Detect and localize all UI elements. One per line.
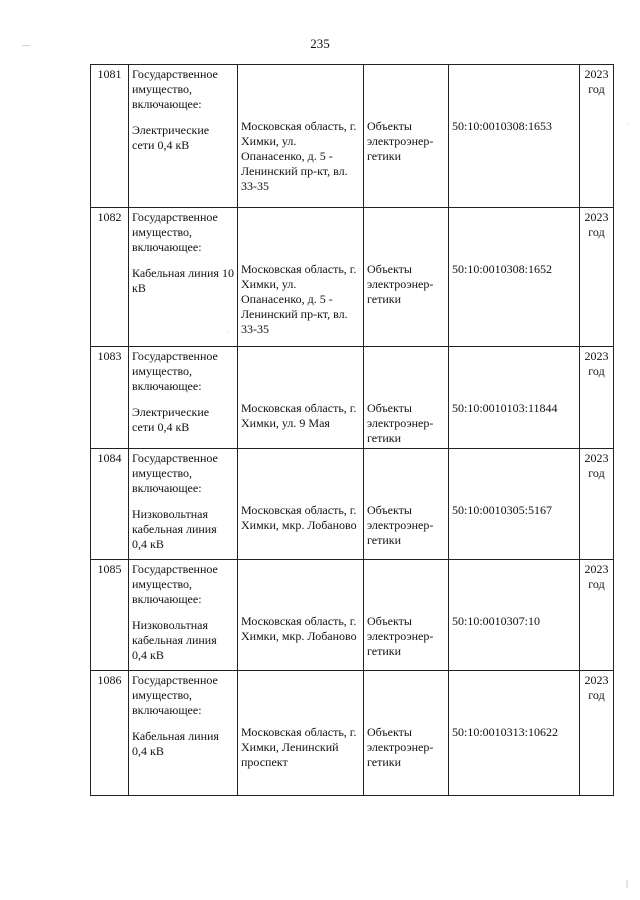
cadastral-number: 50:10:0010307:10: [452, 614, 541, 628]
object-type-text: Объекты электроэнер-гетики: [367, 401, 434, 445]
table-row: [91, 347, 614, 449]
object-type-cell: [364, 208, 449, 347]
address-cell: [238, 65, 364, 208]
address-text: Московская область, г. Химки, Ленинский проспект: [241, 725, 357, 769]
address-text: Московская область, г. Химки, ул. 9 Мая: [241, 401, 357, 430]
object-type-text: Объекты электроэнер-гетики: [367, 503, 434, 547]
year-cell: 2023 год: [580, 347, 614, 449]
object-type-cell: [364, 65, 449, 208]
row-number: 1083: [91, 347, 129, 449]
address-text: Московская область, г. Химки, ул. Опанасенко, д. 5 - Ленинский пр-кт, вл. 33-35: [241, 119, 357, 193]
row-number: 1084: [91, 449, 129, 560]
table-row: [91, 671, 614, 796]
address-cell: [238, 449, 364, 560]
year-cell: 2023 год: [580, 208, 614, 347]
year-cell: 2023 год: [580, 65, 614, 208]
object-name: Электрические сети 0,4 кВ: [132, 123, 210, 152]
object-header: Государственное имущество, включающее:: [132, 210, 218, 254]
object-header: Государственное имущество, включающее:: [132, 67, 218, 111]
object-header: Государственное имущество, включающее:: [132, 562, 218, 606]
cadastral-cell: [449, 208, 580, 347]
scan-mark: ·: [626, 119, 629, 128]
object-name-cell: [129, 560, 238, 671]
address-cell: [238, 208, 364, 347]
scan-mark: ·: [226, 327, 229, 336]
object-type-text: Объекты электроэнер-гетики: [367, 262, 434, 306]
object-name-cell: [129, 449, 238, 560]
object-type-cell: [364, 347, 449, 449]
address-cell: [238, 671, 364, 796]
table-row: [91, 449, 614, 560]
cadastral-number: 50:10:0010308:1652: [452, 262, 553, 276]
object-type-text: Объекты электроэнер-гетики: [367, 725, 434, 769]
cadastral-number: 50:10:0010305:5167: [452, 503, 553, 517]
object-name-cell: [129, 208, 238, 347]
object-name: Низковольтная кабельная линия 0,4 кВ: [132, 507, 217, 551]
object-type-text: Объекты электроэнер-гетики: [367, 614, 434, 658]
address-cell: [238, 560, 364, 671]
cadastral-cell: [449, 65, 580, 208]
row-number: 1082: [91, 208, 129, 347]
cadastral-cell: [449, 347, 580, 449]
table-row: [91, 208, 614, 347]
object-name: Низковольтная кабельная линия 0,4 кВ: [132, 618, 217, 662]
page-number: 235: [310, 36, 330, 51]
cadastral-number: 50:10:0010103:11844: [452, 401, 558, 415]
row-number: 1086: [91, 671, 129, 796]
address-text: Московская область, г. Химки, мкр. Лобаново: [241, 614, 357, 643]
object-name-cell: [129, 65, 238, 208]
object-name-cell: [129, 347, 238, 449]
object-type-cell: [364, 449, 449, 560]
object-type-text: Объекты электроэнер-гетики: [367, 119, 434, 163]
year-cell: 2023 год: [580, 449, 614, 560]
object-header: Государственное имущество, включающее:: [132, 673, 218, 717]
scan-mark: |: [626, 879, 629, 888]
row-number: 1081: [91, 65, 129, 208]
cadastral-cell: [449, 449, 580, 560]
object-name-cell: [129, 671, 238, 796]
object-header: Государственное имущество, включающее:: [132, 451, 218, 495]
property-registry-table: [90, 64, 614, 796]
table-row: [91, 65, 614, 208]
year-cell: 2023 год: [580, 560, 614, 671]
object-name: Электрические сети 0,4 кВ: [132, 405, 210, 434]
object-name: Кабельная линия 0,4 кВ: [132, 729, 219, 758]
address-text: Московская область, г. Химки, ул. Опанасенко, д. 5 - Ленинский пр-кт, вл. 33-35: [241, 262, 357, 336]
object-name: Кабельная линия 10 кВ: [132, 266, 234, 295]
address-cell: [238, 347, 364, 449]
cadastral-cell: [449, 671, 580, 796]
row-number: 1085: [91, 560, 129, 671]
address-text: Московская область, г. Химки, мкр. Лобаново: [241, 503, 357, 532]
cadastral-number: 50:10:0010313:10622: [452, 725, 559, 739]
year-cell: 2023 год: [580, 671, 614, 796]
object-type-cell: [364, 671, 449, 796]
cadastral-number: 50:10:0010308:1653: [452, 119, 553, 133]
object-type-cell: [364, 560, 449, 671]
scan-mark: —: [22, 41, 30, 50]
object-header: Государственное имущество, включающее:: [132, 349, 218, 393]
table-row: [91, 560, 614, 671]
cadastral-cell: [449, 560, 580, 671]
